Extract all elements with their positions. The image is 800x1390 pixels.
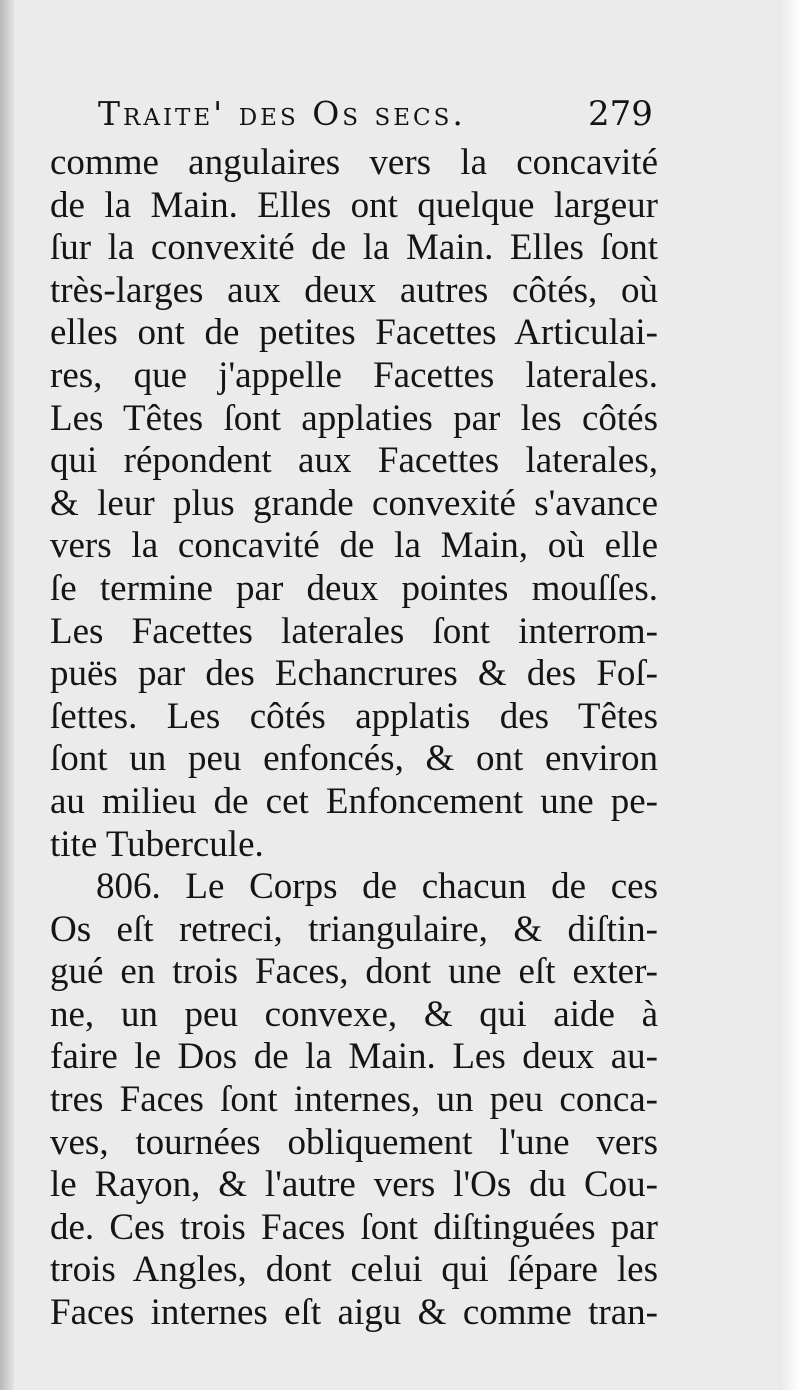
text-line: vers la concavité de la Main, où elle xyxy=(50,525,658,567)
body-text xyxy=(50,142,658,1335)
text-line: comme angulaires vers la concavité xyxy=(50,142,658,183)
text-line: ves, tournées obliquement l'une vers xyxy=(50,1121,658,1163)
text-line: Faces internes eſt aigu & comme tran- xyxy=(50,1292,658,1334)
page-number: 279 xyxy=(588,94,653,134)
text-line: & leur plus grande convexité s'avance xyxy=(50,482,658,524)
text-line: puës par des Echancrures & des Foſ- xyxy=(50,653,658,695)
text-line: trois Angles, dont celui qui ſépare les xyxy=(50,1249,658,1291)
text-line: ſur la convexité de la Main. Elles ſont xyxy=(50,227,658,269)
text-line: Les Têtes ſont applaties par les côtés xyxy=(50,397,658,439)
text-line: Os eſt retreci, triangulaire, & diſtin- xyxy=(50,908,658,950)
running-head xyxy=(98,94,658,144)
paragraph-start-line: 806. Le Corps de chacun de ces xyxy=(96,866,658,908)
text-line: gué en trois Faces, dont une eſt exter- xyxy=(50,951,658,993)
text-line: qui répondent aux Facettes laterales, xyxy=(50,440,658,482)
text-line: de. Ces trois Faces ſont diſtinguées par xyxy=(50,1206,658,1248)
text-line: ſettes. Les côtés applatis des Têtes xyxy=(50,695,658,737)
text-line: res, que j'appelle Facettes laterales. xyxy=(50,354,658,396)
running-title: Traite' des Os secs. xyxy=(98,94,466,133)
text-line: faire le Dos de la Main. Les deux au- xyxy=(50,1036,658,1078)
text-line: très-larges aux deux autres côtés, où xyxy=(50,269,658,311)
text-line: Les Facettes laterales ſont interrom- xyxy=(50,610,658,652)
paragraph-end-line: tite Tubercule. xyxy=(50,823,264,865)
text-line: elles ont de petites Facettes Articulai- xyxy=(50,312,658,354)
text-line: le Rayon, & l'autre vers l'Os du Cou- xyxy=(50,1164,658,1206)
text-line: au milieu de cet Enfoncement une pe- xyxy=(50,780,658,822)
text-line: ſont un peu enfoncés, & ont environ xyxy=(50,738,658,780)
text-line: tres Faces ſont internes, un peu conca- xyxy=(50,1079,658,1121)
text-line: ne, un peu convexe, & qui aide à xyxy=(50,993,658,1035)
text-line: de la Main. Elles ont quelque largeur xyxy=(50,184,658,226)
text-line: ſe termine par deux pointes mouſſes. xyxy=(50,567,658,609)
